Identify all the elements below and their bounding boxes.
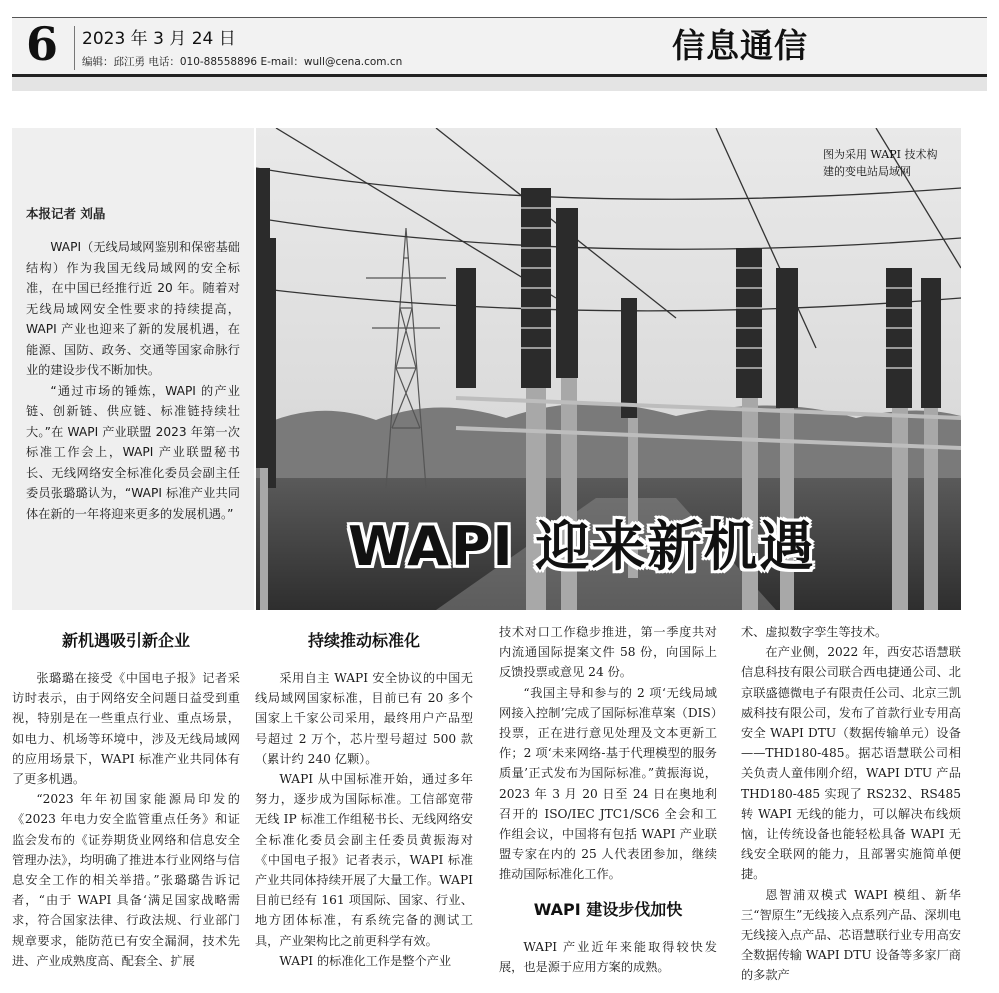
subheading-construction: WAPI 建设步伐加快 <box>533 899 683 919</box>
body-paragraph: WAPI 的标准化工作是整个产业 <box>279 953 452 968</box>
substation-photo <box>256 128 961 610</box>
lead-text <box>26 237 240 524</box>
issue-date: 2023 年 3 月 24 日 <box>82 29 236 49</box>
column-4 <box>741 622 961 986</box>
column-1 <box>12 622 240 971</box>
body-paragraph-continued: 术、虚拟数字孪生等技术。 <box>741 625 888 639</box>
body-paragraph: 张璐璐在接受《中国电子报》记者采访时表示，由于网络安全问题日益受到重视，特别是在一些重点行业、重点场景，如电力、机场等环境中，涉及无线局域网的应用场景下，WAPI 标准产业共同体有了更多机遇。 <box>12 671 240 787</box>
photo-caption: 图为采用 WAPI 技术构建的变电站局域网 <box>823 148 938 178</box>
subheading-standardization: 持续推动标准化 <box>307 631 420 650</box>
body-paragraph: WAPI 从中国标准开始，通过多年努力，逐步成为国际标准。工信部宽带无线 IP 标准工作组秘书长、无线网络安全标准化委员会副主任委员黄振海对《中国电子报》记者表示，WAPI 标准产业共同体持续开展了大量工作。WAPI 目前已经有 161 项国际、国家、行业、地方团体标准，有系统完备的测试工具，产业架构比之前更科学有效。 <box>255 772 473 948</box>
column-3 <box>499 622 717 977</box>
page-number: 6 <box>26 17 59 71</box>
article-headline: WAPI 迎来新机遇 <box>348 515 816 578</box>
lead-paragraph: “通过市场的锤炼，WAPI 的产业链、创新链、供应链、标准链持续壮大。”在 WAPI 产业联盟 2023 年第一次标准工作会上，WAPI 产业联盟秘书长、无线网络安全标准化委员会副主任委员张璐璐认为，“WAPI 标准产业共同体在新的一年将迎来更多的发展机遇。” <box>26 383 240 521</box>
body-paragraph-continued: 技术对口工作稳步推进，第一季度共对内流通国际提案文件 58 份，向国际上反馈投票或意见 24 份。 <box>499 625 717 680</box>
editor-contact-line: 编辑：邱江勇 电话：010-88558896 E-mail：wull@cena.com.cn <box>82 56 403 68</box>
body-paragraph: WAPI 产业近年来能取得较快发展，也是源于应用方案的成熟。 <box>499 939 717 974</box>
byline: 本报记者 刘晶 <box>26 206 106 221</box>
body-paragraph: “我国主导和参与的 2 项‘无线局域网接入控制’完成了国际标准草案（DIS）投票，正在进行意见处理及文本更新工作；2 项‘未来网络-基于代理模型的服务质量’正式发布为国际标准。”黄振海说，2023 年 3 月 20 日至 24 日在奥地利召开的 ISO/IEC JTC1/SC6 全会和工作组会议，中国将有包括 WAPI 产业联盟专家在内的 25 人代表团参加，继续推动国际标准化工作。 <box>499 685 717 882</box>
body-paragraph: 在产业侧，2022 年，西安芯语慧联信息科技有限公司联合西电捷通公司、北京联盛德微电子有限责任公司、北京三凯威科技有限公司，发布了首款行业专用高安全 WAPI DTU（数据传输单元）设备——THD180-485。据芯语慧联公司相关负责人童伟刚介绍，WAPI DTU 产品 THD180-485 实现了 RS232、RS485 转 WAPI 无线的能力，可以解决布线烦恼，让传统设备也能轻松具备 WAPI 无线安全联网的能力，且部署实施简单便捷。 <box>741 645 961 882</box>
masthead-band <box>12 77 987 91</box>
masthead-divider <box>74 26 75 70</box>
body-paragraph: “2023 年年初国家能源局印发的《2023 年电力安全监管重点任务》和证监会发布的《证券期货业网络和信息安全管理办法》，均明确了推进本行业网络与信息安全工作的相关举措。”张璐璐告诉记者，“由于 WAPI 具备‘满足国家战略需求，符合国家法律、行政法规、行业部门规章要求，能防范已有安全漏洞，技术先进、产业成熟度高、配套全、扩展 <box>12 792 240 968</box>
lead-paragraph: WAPI（无线局域网鉴别和保密基础结构）作为我国无线局域网的安全标准，在中国已经推行近 20 年。随着对无线局域网安全性要求的持续提高，WAPI 产业也迎来了新的发展机遇，在能源、国防、政务、交通等国家命脉行业的建设步伐不断加快。 <box>26 240 240 377</box>
subheading-new-opportunities: 新机遇吸引新企业 <box>61 631 190 650</box>
body-paragraph: 恩智浦双模式 WAPI 模组、新华三“智原生”无线接入点系列产品、深圳电无线接入点产品、芯语慧联行业专用高安全数据传输 WAPI DTU 设备等多家厂商的多款产 <box>741 887 961 983</box>
section-title: 信息通信 <box>672 26 808 65</box>
column-2 <box>255 622 473 971</box>
body-paragraph: 采用自主 WAPI 安全协议的中国无线局域网国家标准，目前已有 20 多个国家上千家公司采用，最终用户产品型号超过 2 万个，芯片型号超过 500 款（累计约 240 亿颗）。 <box>255 671 473 766</box>
